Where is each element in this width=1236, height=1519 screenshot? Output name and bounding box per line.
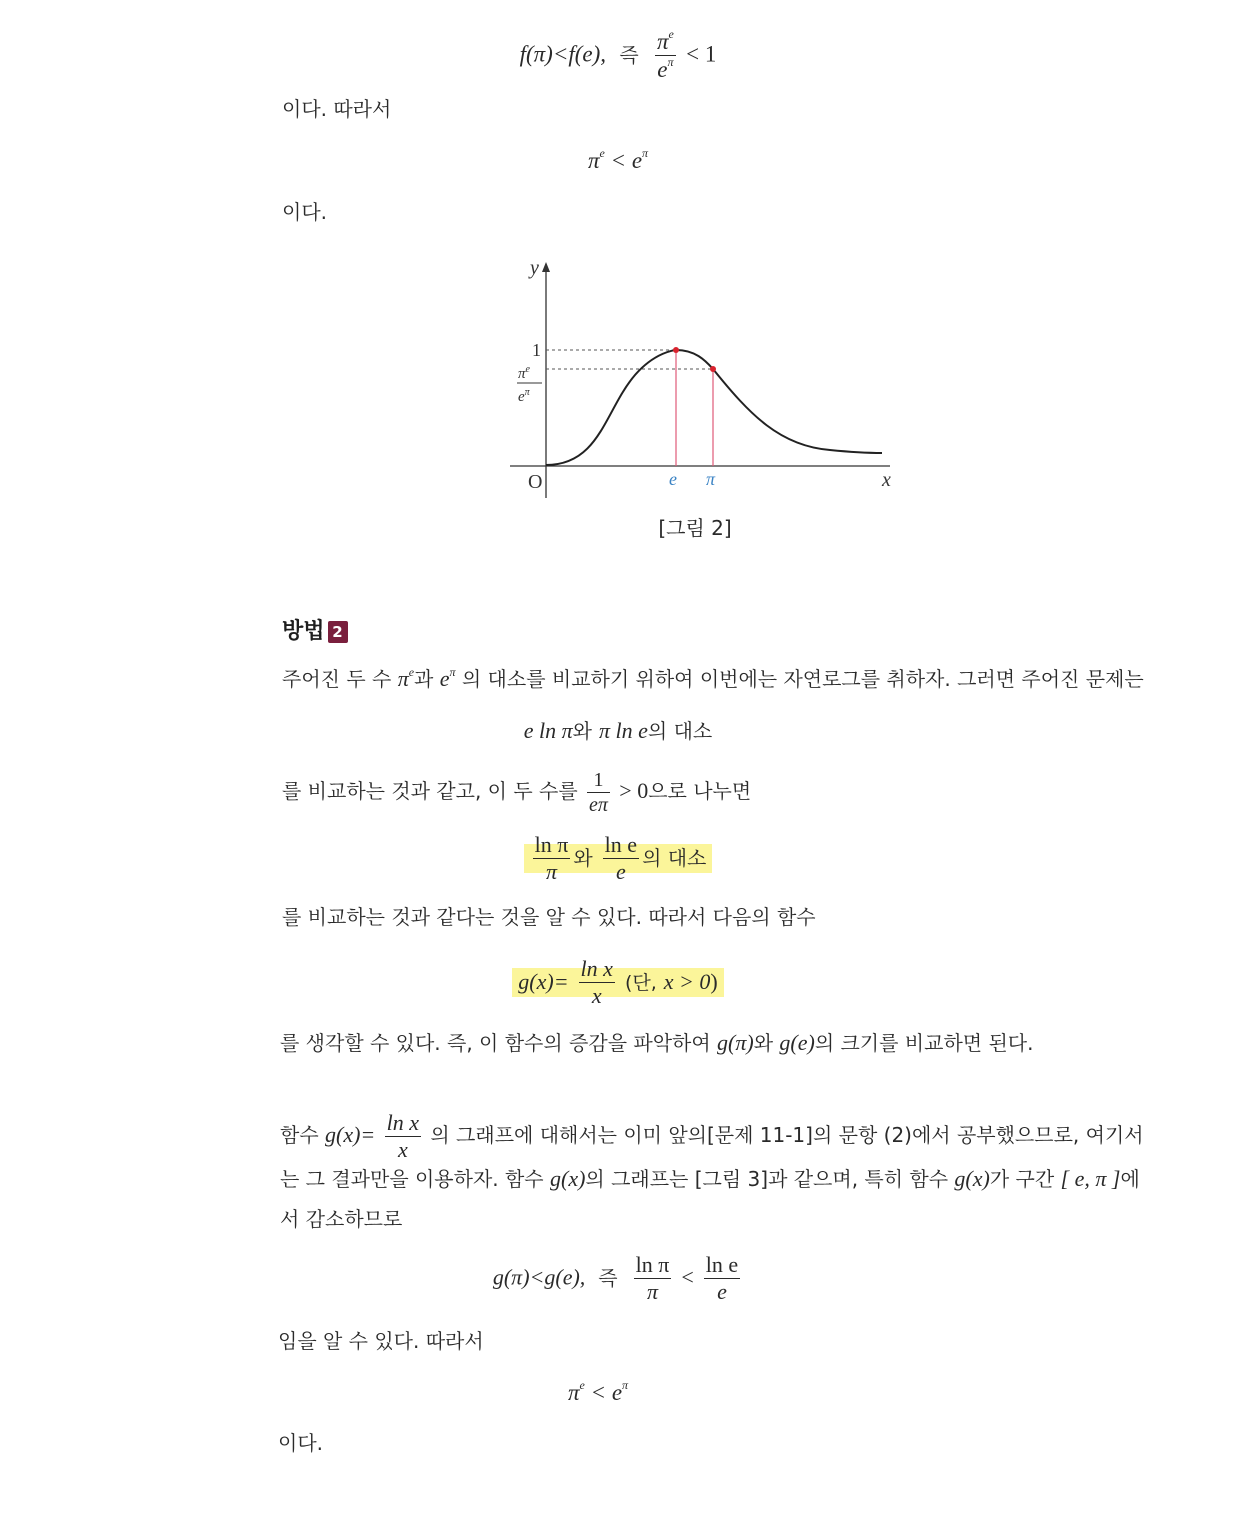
x-tick-e: e bbox=[669, 469, 677, 489]
text-line-1: 이다. 따라서 bbox=[282, 97, 392, 121]
eq1-left: f(π)<f(e), bbox=[519, 41, 607, 67]
l1-g: g(x)= bbox=[325, 1122, 376, 1147]
eq1-joiner: 즉 bbox=[619, 42, 639, 67]
l2-text-d: 에 bbox=[1120, 1167, 1140, 1191]
method2-paragraph-2 bbox=[282, 770, 751, 815]
l2-interval: [ e, π ] bbox=[1060, 1166, 1121, 1191]
x-axis-label: x bbox=[882, 469, 891, 491]
y-axis-arrow bbox=[542, 262, 550, 272]
p2-den: eπ bbox=[589, 794, 608, 816]
p2-fraction bbox=[587, 770, 610, 815]
equation-pe-lt-ep-bottom: $\pi^e < e^\pi$ bbox=[567, 1378, 629, 1405]
eq3-c: π ln e bbox=[599, 718, 648, 743]
origin-label: O bbox=[528, 471, 543, 493]
p4-text-c: 의 크기를 비교하면 된다. bbox=[814, 1031, 1034, 1055]
section-title-method-2 bbox=[282, 614, 348, 645]
l2-g: g(x) bbox=[550, 1166, 586, 1191]
eq1-right: < 1 bbox=[686, 41, 717, 67]
eq5-cond-b: x > 0 bbox=[663, 968, 711, 994]
p1-e-pi: $e^\pi$ bbox=[439, 664, 456, 691]
p1-text-c: 의 대소를 비교하기 위하여 이번에는 자연로그를 취하자. 그러면 주어진 문제는 bbox=[461, 667, 1144, 691]
eq4-frac-1 bbox=[533, 834, 571, 883]
highlight-box-2 bbox=[512, 956, 723, 1008]
equation-g-definition bbox=[0, 958, 1236, 1007]
method-title-text: 방법 bbox=[282, 619, 325, 644]
l2-g2: g(x) bbox=[954, 1166, 990, 1191]
eq5-left: g(x)= bbox=[518, 968, 569, 994]
method2-paragraph-4 bbox=[280, 1028, 1033, 1058]
eq6-num2: ln e bbox=[705, 1252, 739, 1277]
method2-paragraph-3: 를 비교하는 것과 같다는 것을 알 수 있다. 따라서 다음의 함수 bbox=[282, 905, 816, 929]
para-line-3: 서 감소하므로 bbox=[280, 1207, 403, 1231]
l1-den: x bbox=[397, 1137, 408, 1162]
eq4-num1: ln π bbox=[534, 832, 569, 857]
y-tick-ratio-num: $\pi^e$ bbox=[518, 364, 530, 382]
equation-highlight-ratio bbox=[0, 834, 1236, 883]
method-number-badge: 2 bbox=[328, 621, 348, 643]
p4-text-b: 와 bbox=[753, 1031, 774, 1055]
figure-2-graph bbox=[490, 250, 910, 550]
eq6-left: g(π)<g(e), bbox=[492, 1264, 586, 1290]
p1-text-b: 과 bbox=[414, 667, 434, 691]
l1-text-b: 의 그래프에 대해서는 이미 앞의 bbox=[430, 1123, 707, 1147]
eq5-cond-a: (단, bbox=[624, 971, 657, 994]
p4-text-a: 를 생각할 수 있다. 즉, 이 함수의 증감을 파악하여 bbox=[280, 1031, 711, 1055]
p2-gt-zero: > 0 bbox=[619, 778, 649, 803]
l1-text-c: 의 문항 (2)에서 공부했으므로, 여기서 bbox=[812, 1123, 1144, 1147]
eq3-d: 의 대소 bbox=[647, 719, 713, 743]
para-line-5: 이다. bbox=[278, 1431, 323, 1455]
l1-ref: [문제 11-1] bbox=[706, 1123, 813, 1147]
method2-paragraph-1 bbox=[282, 664, 1144, 694]
max-point-marker bbox=[673, 347, 679, 353]
eq5-num: ln x bbox=[580, 956, 613, 981]
y-axis-label: y bbox=[530, 257, 539, 279]
figure-caption: [그림 2] bbox=[658, 516, 732, 540]
p1-pi-e: $\pi^e$ bbox=[397, 664, 415, 691]
y-tick-ratio-den: $e^\pi$ bbox=[518, 387, 530, 405]
eq5-frac bbox=[579, 958, 615, 1007]
eq4-den1: π bbox=[545, 859, 557, 884]
p4-g-pi: g(π) bbox=[717, 1030, 754, 1055]
eq4-frac-2 bbox=[603, 834, 639, 883]
eq4-mid: 와 bbox=[573, 845, 593, 870]
eq6-num1: ln π bbox=[635, 1252, 670, 1277]
l2-text-a: 는 그 결과만을 이용하자. 함수 bbox=[280, 1167, 544, 1191]
text-line-2: 이다. bbox=[282, 200, 327, 224]
eq6-joiner: 즉 bbox=[598, 1265, 618, 1290]
eq4-tail: 의 대소 bbox=[642, 845, 707, 870]
pi-point-marker bbox=[710, 366, 716, 372]
y-tick-1: 1 bbox=[532, 340, 541, 360]
eq1-den: $e^\pi$ bbox=[657, 55, 674, 82]
l2-text-b: 의 그래프는 [그림 3]과 같으며, 특히 함수 bbox=[585, 1167, 949, 1191]
para-line-2 bbox=[280, 1164, 1140, 1194]
p1-text-a: 주어진 두 수 bbox=[282, 667, 392, 691]
eq5-cond-c: ) bbox=[710, 968, 718, 994]
l2-text-c: 가 구간 bbox=[989, 1167, 1055, 1191]
equation-pe-lt-ep-top: $\pi^e < e^\pi$ bbox=[587, 146, 649, 173]
l1-num: ln x bbox=[386, 1110, 420, 1135]
eq3-b: 와 bbox=[572, 719, 592, 743]
equation-f-compare bbox=[0, 27, 1236, 82]
eq4-den2: e bbox=[615, 859, 626, 884]
eq6-den2: e bbox=[717, 1279, 727, 1304]
p2-num: 1 bbox=[587, 770, 610, 793]
eq1-fraction bbox=[655, 27, 676, 82]
l1-frac bbox=[385, 1112, 421, 1161]
equation-log-compare bbox=[0, 716, 1236, 747]
p2-text-a: 를 비교하는 것과 같고, 이 두 수를 bbox=[282, 779, 578, 803]
eq4-num2: ln e bbox=[604, 832, 638, 857]
eq3-a: e ln π bbox=[523, 718, 573, 743]
p2-text-c: 으로 나누면 bbox=[648, 779, 752, 803]
x-tick-pi: π bbox=[706, 469, 716, 489]
eq6-den1: π bbox=[646, 1279, 658, 1304]
equation-g-compare bbox=[0, 1254, 1236, 1303]
para-line-1 bbox=[280, 1112, 1144, 1161]
para-line-4: 임을 알 수 있다. 따라서 bbox=[278, 1329, 484, 1353]
p4-g-e: g(e) bbox=[779, 1030, 815, 1055]
l1-text-a: 함수 bbox=[280, 1123, 319, 1147]
eq1-num: $\pi^e$ bbox=[656, 27, 674, 54]
eq6-frac-1 bbox=[634, 1254, 672, 1303]
eq5-den: x bbox=[591, 983, 602, 1008]
eq6-frac-2 bbox=[704, 1254, 740, 1303]
eq6-lt: < bbox=[681, 1264, 694, 1290]
highlight-box-1 bbox=[524, 832, 713, 884]
